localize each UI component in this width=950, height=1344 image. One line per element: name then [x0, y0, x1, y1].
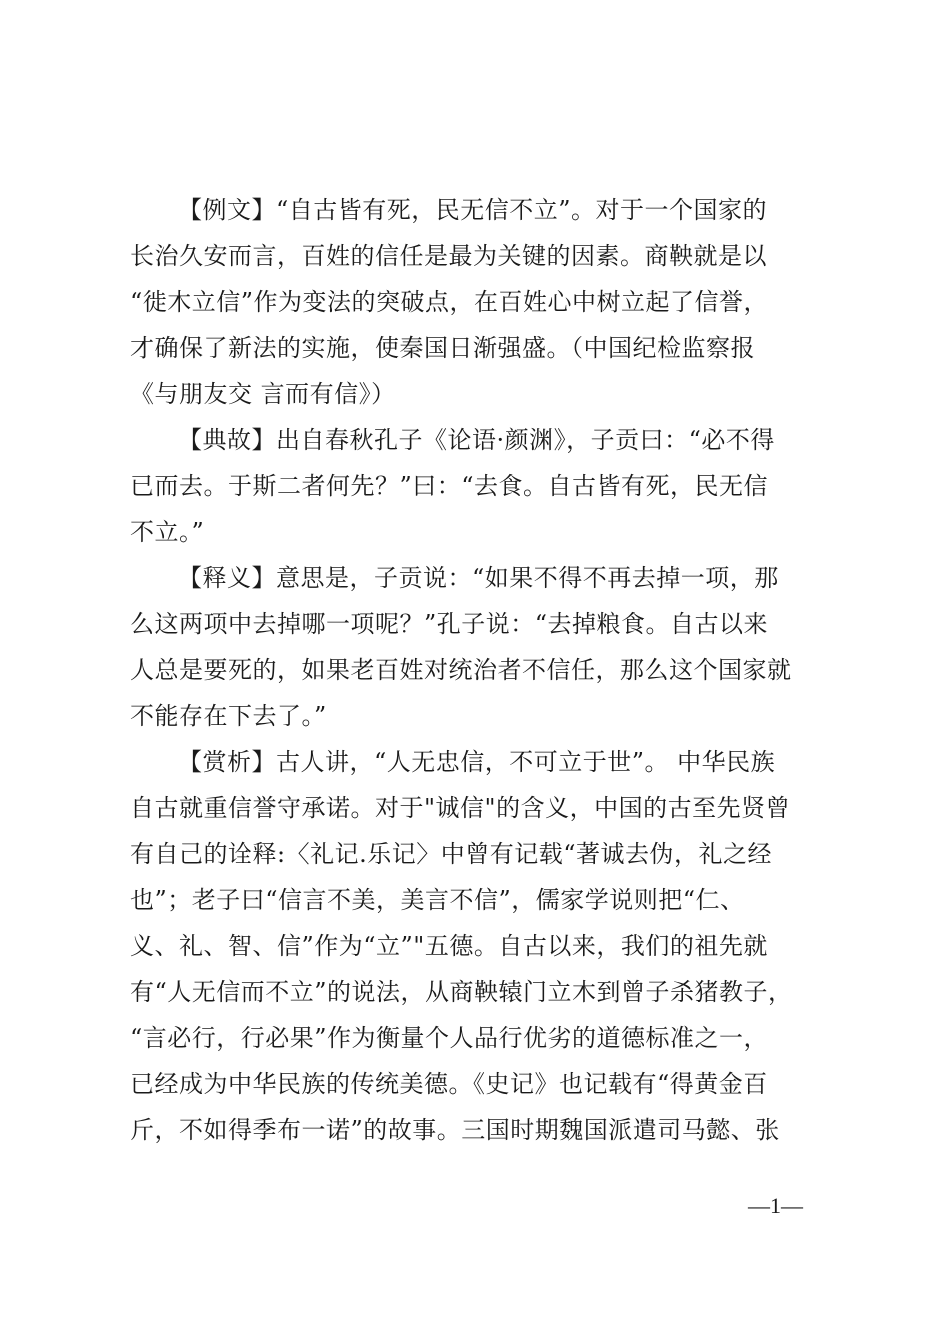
- text-line: 长治久安而言，百姓的信任是最为关键的因素。商鞅就是以: [130, 242, 767, 270]
- text-line: 人总是要死的，如果老百姓对统治者不信任，那么这个国家就: [130, 656, 792, 684]
- text-line: 也”；老子曰“信言不美，美言不信”，儒家学说则把“仁、: [130, 886, 745, 914]
- text-line: 已而去。于斯二者何先？”曰：“去食。自古皆有死，民无信: [130, 472, 769, 500]
- text-line: 不立。”: [130, 518, 205, 546]
- text-line: “徙木立信”作为变法的突破点，在百姓心中树立起了信誉，: [130, 288, 769, 316]
- text-line: 【例文】“自古皆有死，民无信不立”。对于一个国家的: [178, 196, 768, 224]
- text-line: 有自己的诠释:〈礼记.乐记〉中曾有记载“著诚去伪，礼之经: [130, 840, 772, 868]
- text-line: 自古就重信誉守承诺。对于"诚信"的含义，中国的古至先贤曾: [130, 794, 791, 822]
- text-line: 《与朋友交 言而有信》）: [130, 380, 396, 408]
- text-line: 么这两项中去掉哪一项呢？”孔子说：“去掉粮食。自古以来: [130, 610, 769, 638]
- text-line: 【释义】意思是，子贡说：“如果不得不再去掉一项，那: [178, 564, 779, 592]
- text-line: 【赏析】古人讲，“人无忠信，不可立于世”。 中华民族: [178, 748, 776, 776]
- text-line: 有“人无信而不立”的说法，从商鞅辕门立木到曾子杀猪教子，: [130, 978, 793, 1006]
- text-line: “言必行，行必果”作为衡量个人品行优劣的道德标准之一，: [130, 1024, 769, 1052]
- text-line: 【典故】出自春秋孔子《论语·颜渊》，子贡曰：“必不得: [178, 426, 775, 454]
- text-line: 已经成为中华民族的传统美德。《史记》也记载有“得黄金百: [130, 1070, 768, 1098]
- text-line: 不能存在下去了。”: [130, 702, 327, 730]
- page-number: —1—: [748, 1193, 803, 1218]
- text-line: 斤，不如得季布一诺”的故事。三国时期魏国派遣司马懿、张: [130, 1116, 780, 1144]
- text-line: 义、礼、智、信”作为“立”"五德。自古以来，我们的祖先就: [130, 932, 768, 960]
- text-line: 才确保了新法的实施，使秦国日渐强盛。（中国纪检监察报: [130, 334, 755, 362]
